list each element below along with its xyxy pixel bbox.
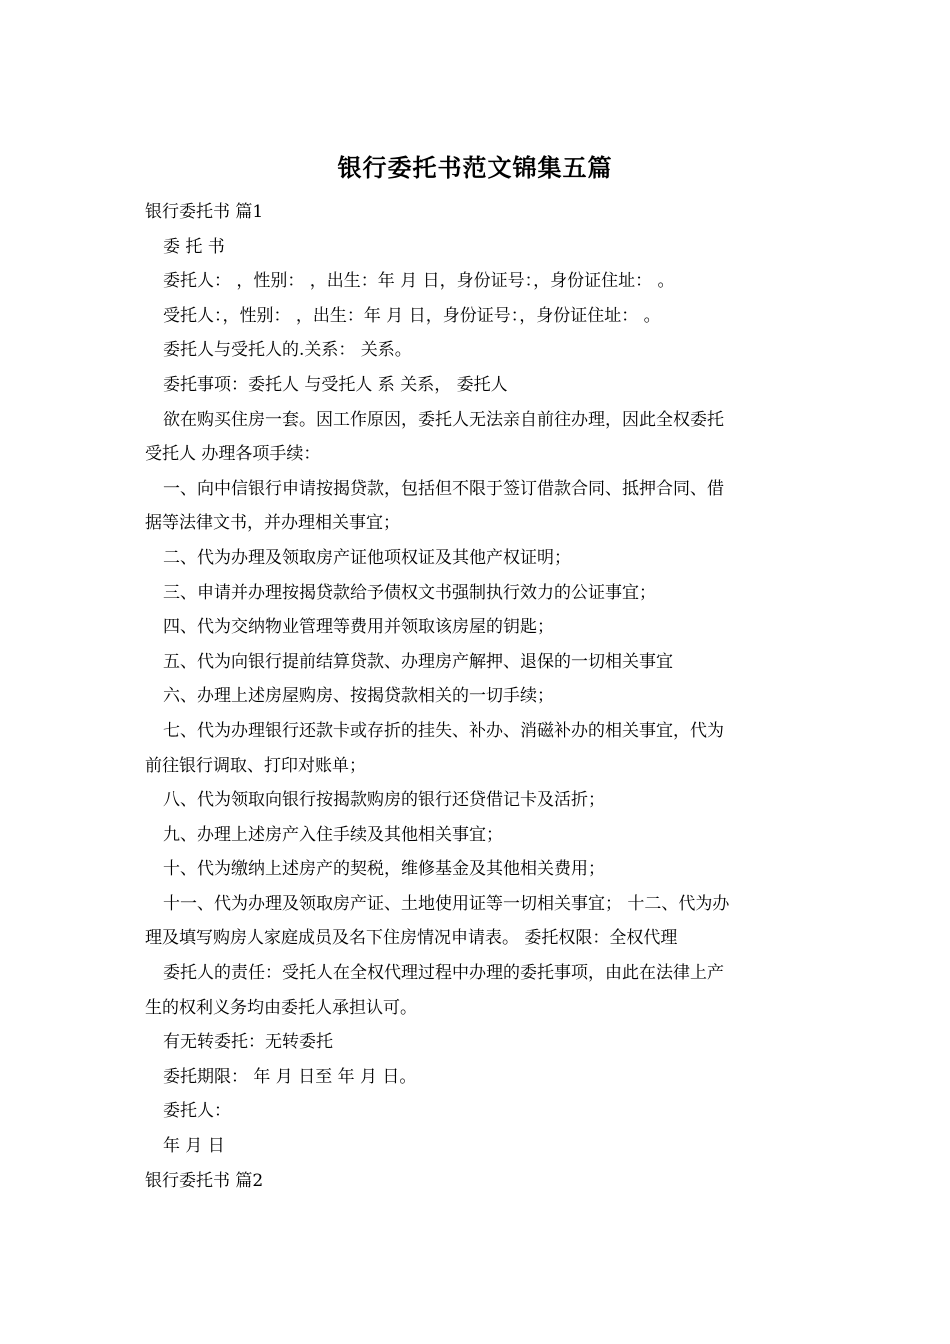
text-line: 委托事项：委托人 与受托人 系 关系， 委托人: [163, 374, 508, 395]
text-line: 委托人与受托人的.关系： 关系。: [163, 340, 412, 361]
text-line: 九、办理上述房产入住手续及其他相关事宜；: [163, 824, 503, 845]
text-line: 银行委托书 篇2: [145, 1170, 264, 1191]
text-line: 受托人：，性别： ，出生：年 月 日，身份证号：，身份证住址： 。: [163, 305, 661, 326]
text-line: 受托人 办理各项手续：: [145, 444, 321, 465]
text-line: 五、代为向银行提前结算贷款、办理房产解押、退保的一切相关事宜: [163, 651, 673, 672]
text-line: 委托人的责任：受托人在全权代理过程中办理的委托事项，由此在法律上产: [163, 963, 724, 984]
text-line: 前往银行调取、打印对账单；: [145, 755, 366, 776]
text-line: 委托人：: [163, 1101, 231, 1122]
text-line: 委托人： ，性别： ，出生：年 月 日，身份证号：，身份证住址： 。: [163, 271, 675, 292]
text-line: 一、向中信银行申请按揭贷款，包括但不限于签订借款合同、抵押合同、借: [163, 478, 724, 499]
text-line: 四、代为交纳物业管理等费用并领取该房屋的钥匙；: [163, 617, 554, 638]
text-line: 三、申请并办理按揭贷款给予债权文书强制执行效力的公证事宜；: [163, 582, 656, 603]
text-line: 银行委托书 篇1: [145, 202, 264, 222]
text-line: 十一、代为办理及领取房产证、土地使用证等一切相关事宜； 十二、代为办: [163, 893, 730, 914]
document-title: 银行委托书范文锦集五篇: [337, 153, 613, 182]
text-line: 六、办理上述房屋购房、按揭贷款相关的一切手续；: [163, 686, 554, 707]
text-line: 据等法律文书，并办理相关事宜；: [145, 513, 400, 534]
text-line: 七、代为办理银行还款卡或存折的挂失、补办、消磁补办的相关事宜，代为: [163, 720, 724, 741]
text-line: 二、代为办理及领取房产证他项权证及其他产权证明；: [163, 547, 571, 568]
text-line: 生的权利义务均由委托人承担认可。: [145, 997, 417, 1018]
text-line: 有无转委托：无转委托: [163, 1032, 333, 1053]
text-line: 委托期限： 年 月 日至 年 月 日。: [163, 1066, 417, 1087]
text-line: 年 月 日: [163, 1136, 225, 1157]
document-body: [145, 195, 810, 1198]
text-line: 欲在购买住房一套。因工作原因，委托人无法亲自前往办理，因此全权委托: [163, 409, 724, 430]
text-line: 八、代为领取向银行按揭款购房的银行还贷借记卡及活折；: [163, 790, 605, 811]
text-line: 理及填写购房人家庭成员及名下住房情况申请表。 委托权限：全权代理: [145, 928, 678, 949]
text-line: 委 托 书: [163, 236, 225, 257]
text-line: 十、代为缴纳上述房产的契税，维修基金及其他相关费用；: [163, 859, 605, 880]
